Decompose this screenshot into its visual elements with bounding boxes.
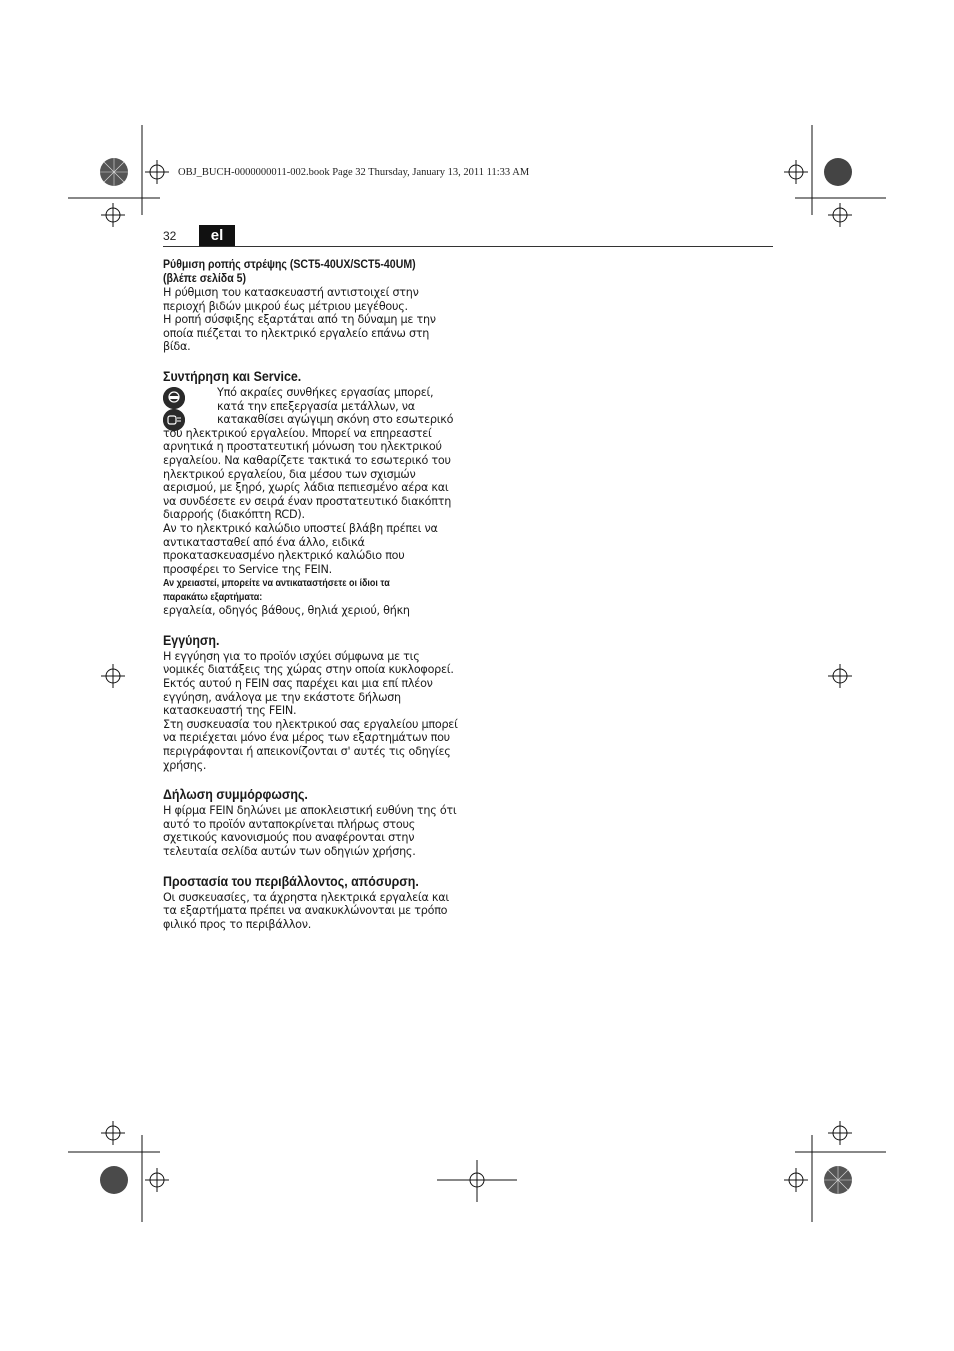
conformity-title: Δήλωση συμμόρφωσης. <box>163 787 308 803</box>
replaceable-parts-note-2: παρακάτω εξαρτήματα: <box>163 592 263 604</box>
print-file-header: OBJ_BUCH-0000000011-002.book Page 32 Thursday, January 13, 2011 11:33 AM <box>178 167 530 178</box>
replaceable-parts-note-1: Αν χρειαστεί, μπορείτε να αντικαταστήσετε οι ίδιοι τα <box>163 578 390 590</box>
warranty-paragraph-1: Η εγγύηση για το προϊόν ισχύει σύμφωνα με τις νομικές διατάξεις της χώρας στην οποία κυκλοφορεί. Εκτός αυτού η FEIN σας παρέχει και μια επί πλέον εγγύηση, ανάλογα με την εκάστοτε δήλωση κατασκευαστή της FEIN. <box>163 649 454 718</box>
language-badge: el <box>199 225 235 246</box>
replaceable-parts-list: εργαλεία, οδηγός βάθους, θηλιά χεριού, θήκη <box>163 604 410 618</box>
maintenance-paragraph-1: Υπό ακραίες συνθήκες εργασίας μπορεί, κατά την επεξεργασία μετάλλων, να κατακαθίσει αγώγιμη σκόνη στο εσωτερικό του ηλεκτρικού εργαλείου. Μπορεί να επηρεαστεί αρνητικά η προστατευτική μόνωση του ηλεκτρικού εργαλείου. Να καθαρίζετε τακτικά το εσωτερικό του ηλεκτρικού εργαλείου, δια μέσου των σχισμών αερισμού, με ξηρό, χωρίς λάδια πεπιεσμένο αέρα και να συνδέσετε εν σειρά έναν προστατευτικό διακόπτη διαρροής (διακόπτη RCD). <box>163 385 454 522</box>
torque-title-2: (βλέπε σελίδα 5) <box>163 273 247 285</box>
header-rule <box>163 246 773 247</box>
torque-title-1: Ρύθμιση ροπής στρέψης (SCT5-40UX/SCT5-40UM) <box>163 259 416 271</box>
conformity-paragraph: Η φίρμα FEIN δηλώνει με αποκλειστική ευθύνη της ότι αυτό το προϊόν ανταποκρίνεται πλήρως στους σχετικούς κανονισμούς που αναφέρονται στην τελευταία σελίδα αυτών των οδηγιών χρήσης. <box>163 804 457 858</box>
warranty-title: Εγγύηση. <box>163 632 220 648</box>
warranty-paragraph-2: Στη συσκευασία του ηλεκτρικού σας εργαλείου μπορεί να περιέχεται μόνο ένα μέρος των εξαρτημάτων που περιγράφονται ή απεικονίζονται σ' αυτές τις οδηγίες χρήσης. <box>163 717 458 772</box>
page-number: 32 <box>163 229 177 243</box>
safety-icons <box>163 387 217 415</box>
torque-paragraph-2: Η ροπή σύσφιξης εξαρτάται από τη δύναμη με την οποία πιέζεται το ηλεκτρικό εργαλείο επάνω στη βίδα. <box>163 313 436 354</box>
environment-paragraph: Οι συσκευασίες, τα άχρηστα ηλεκτρικά εργαλεία και τα εξαρτήματα πρέπει να ανακυκλώνονται με τρόπο φιλικό προς το περιβάλλον. <box>163 890 449 931</box>
maintenance-paragraph-2: Αν το ηλεκτρικό καλώδιο υποστεί βλάβη πρέπει να αντικατασταθεί από ένα άλλο, ειδικά προκατασκευασμένο ηλεκτρικό καλώδιο που προσφέρει το Service της FEIN. <box>163 521 438 576</box>
maintenance-title: Συντήρηση και Service. <box>163 368 302 384</box>
torque-paragraph-1: Η ρύθμιση του κατασκευαστή αντιστοιχεί στην περιοχή βιδών μικρού έως μέτριου μεγέθους. <box>163 286 419 313</box>
eye-protection-icon <box>163 387 185 409</box>
environment-title: Προστασία του περιβάλλοντος, απόσυρση. <box>163 873 419 889</box>
main-column <box>163 258 459 931</box>
